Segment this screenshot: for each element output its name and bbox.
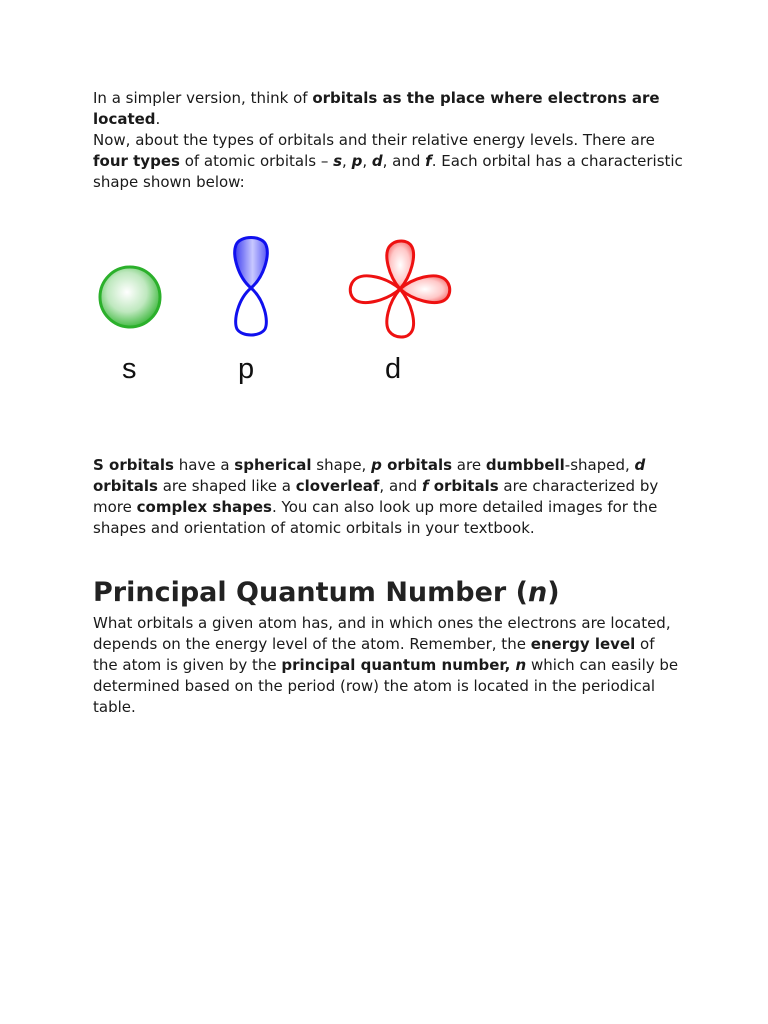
heading-n: n [527, 577, 548, 608]
orbital-shapes-paragraph [93, 455, 683, 539]
separator: , and [382, 152, 426, 170]
p-letter: p [351, 152, 363, 170]
intro-bold-phrase: orbitals as the place where electrons are located [93, 89, 660, 128]
energy-level-bold: energy level [530, 635, 636, 653]
p-orbital-dumbbell [235, 238, 267, 336]
p-orbital-label: p [238, 353, 255, 385]
complex-shapes-bold: complex shapes [136, 498, 272, 516]
text-run: are [452, 456, 486, 474]
text-run: What orbitals a given atom has, and in which ones the electrons are located, depends on the energy level of the atom. Remember, the [93, 614, 671, 653]
heading-text: Principal Quantum Number ( [93, 577, 528, 608]
p-letter: p [371, 456, 382, 474]
intro-text-3: of atomic orbitals – [179, 152, 334, 170]
section-heading [93, 575, 693, 611]
intro-period: . [155, 110, 161, 128]
text-run: shape, [311, 456, 372, 474]
f-orbitals-bold: orbitals [428, 477, 499, 495]
text-run: -shaped, [564, 456, 635, 474]
four-types-bold: four types [93, 152, 180, 170]
p-orbitals-bold: orbitals [381, 456, 453, 474]
s-orbital-label: s [122, 353, 137, 385]
intro-text-2: Now, about the types of orbitals and their relative energy levels. There are [93, 131, 655, 149]
n-letter: n [515, 656, 527, 674]
orbital-shapes-figure [0, 225, 768, 405]
heading-close-paren: ) [547, 577, 560, 608]
orbital-shapes-svg [0, 225, 768, 355]
pqn-bold: principal quantum number, [281, 656, 516, 674]
cloverleaf-bold: cloverleaf [295, 477, 380, 495]
s-orbital-sphere [100, 267, 160, 327]
separator: , [342, 152, 352, 170]
d-letter: d [371, 152, 383, 170]
text-run: , and [379, 477, 422, 495]
text-run: are shaped like a [157, 477, 296, 495]
intro-paragraph [93, 88, 683, 193]
d-letter: d [634, 456, 646, 474]
text-run: which can easily be determined based on the period (row) the atom is located in the periodical table. [93, 656, 679, 716]
intro-text: In a simpler version, think of [93, 89, 313, 107]
dumbbell-bold: dumbbell [485, 456, 565, 474]
d-orbital-label: d [385, 353, 402, 385]
quantum-number-paragraph [93, 613, 683, 718]
s-orbitals-bold: S orbitals [93, 456, 174, 474]
f-letter: f [421, 477, 429, 495]
f-letter: f [425, 152, 432, 170]
text-run: are characterized by more [93, 477, 659, 516]
spherical-bold: spherical [234, 456, 312, 474]
d-orbitals-bold: orbitals [93, 477, 158, 495]
text-run: have a [173, 456, 235, 474]
separator: , [362, 152, 372, 170]
text-run: . You can also look up more detailed images for the shapes and orientation of atomic orbitals in your textbook. [93, 498, 658, 537]
d-orbital-cloverleaf [350, 241, 450, 337]
text-run: of the atom is given by the [93, 635, 655, 674]
intro-text-end: . Each orbital has a characteristic shape shown below: [93, 152, 683, 191]
s-letter: s [333, 152, 343, 170]
